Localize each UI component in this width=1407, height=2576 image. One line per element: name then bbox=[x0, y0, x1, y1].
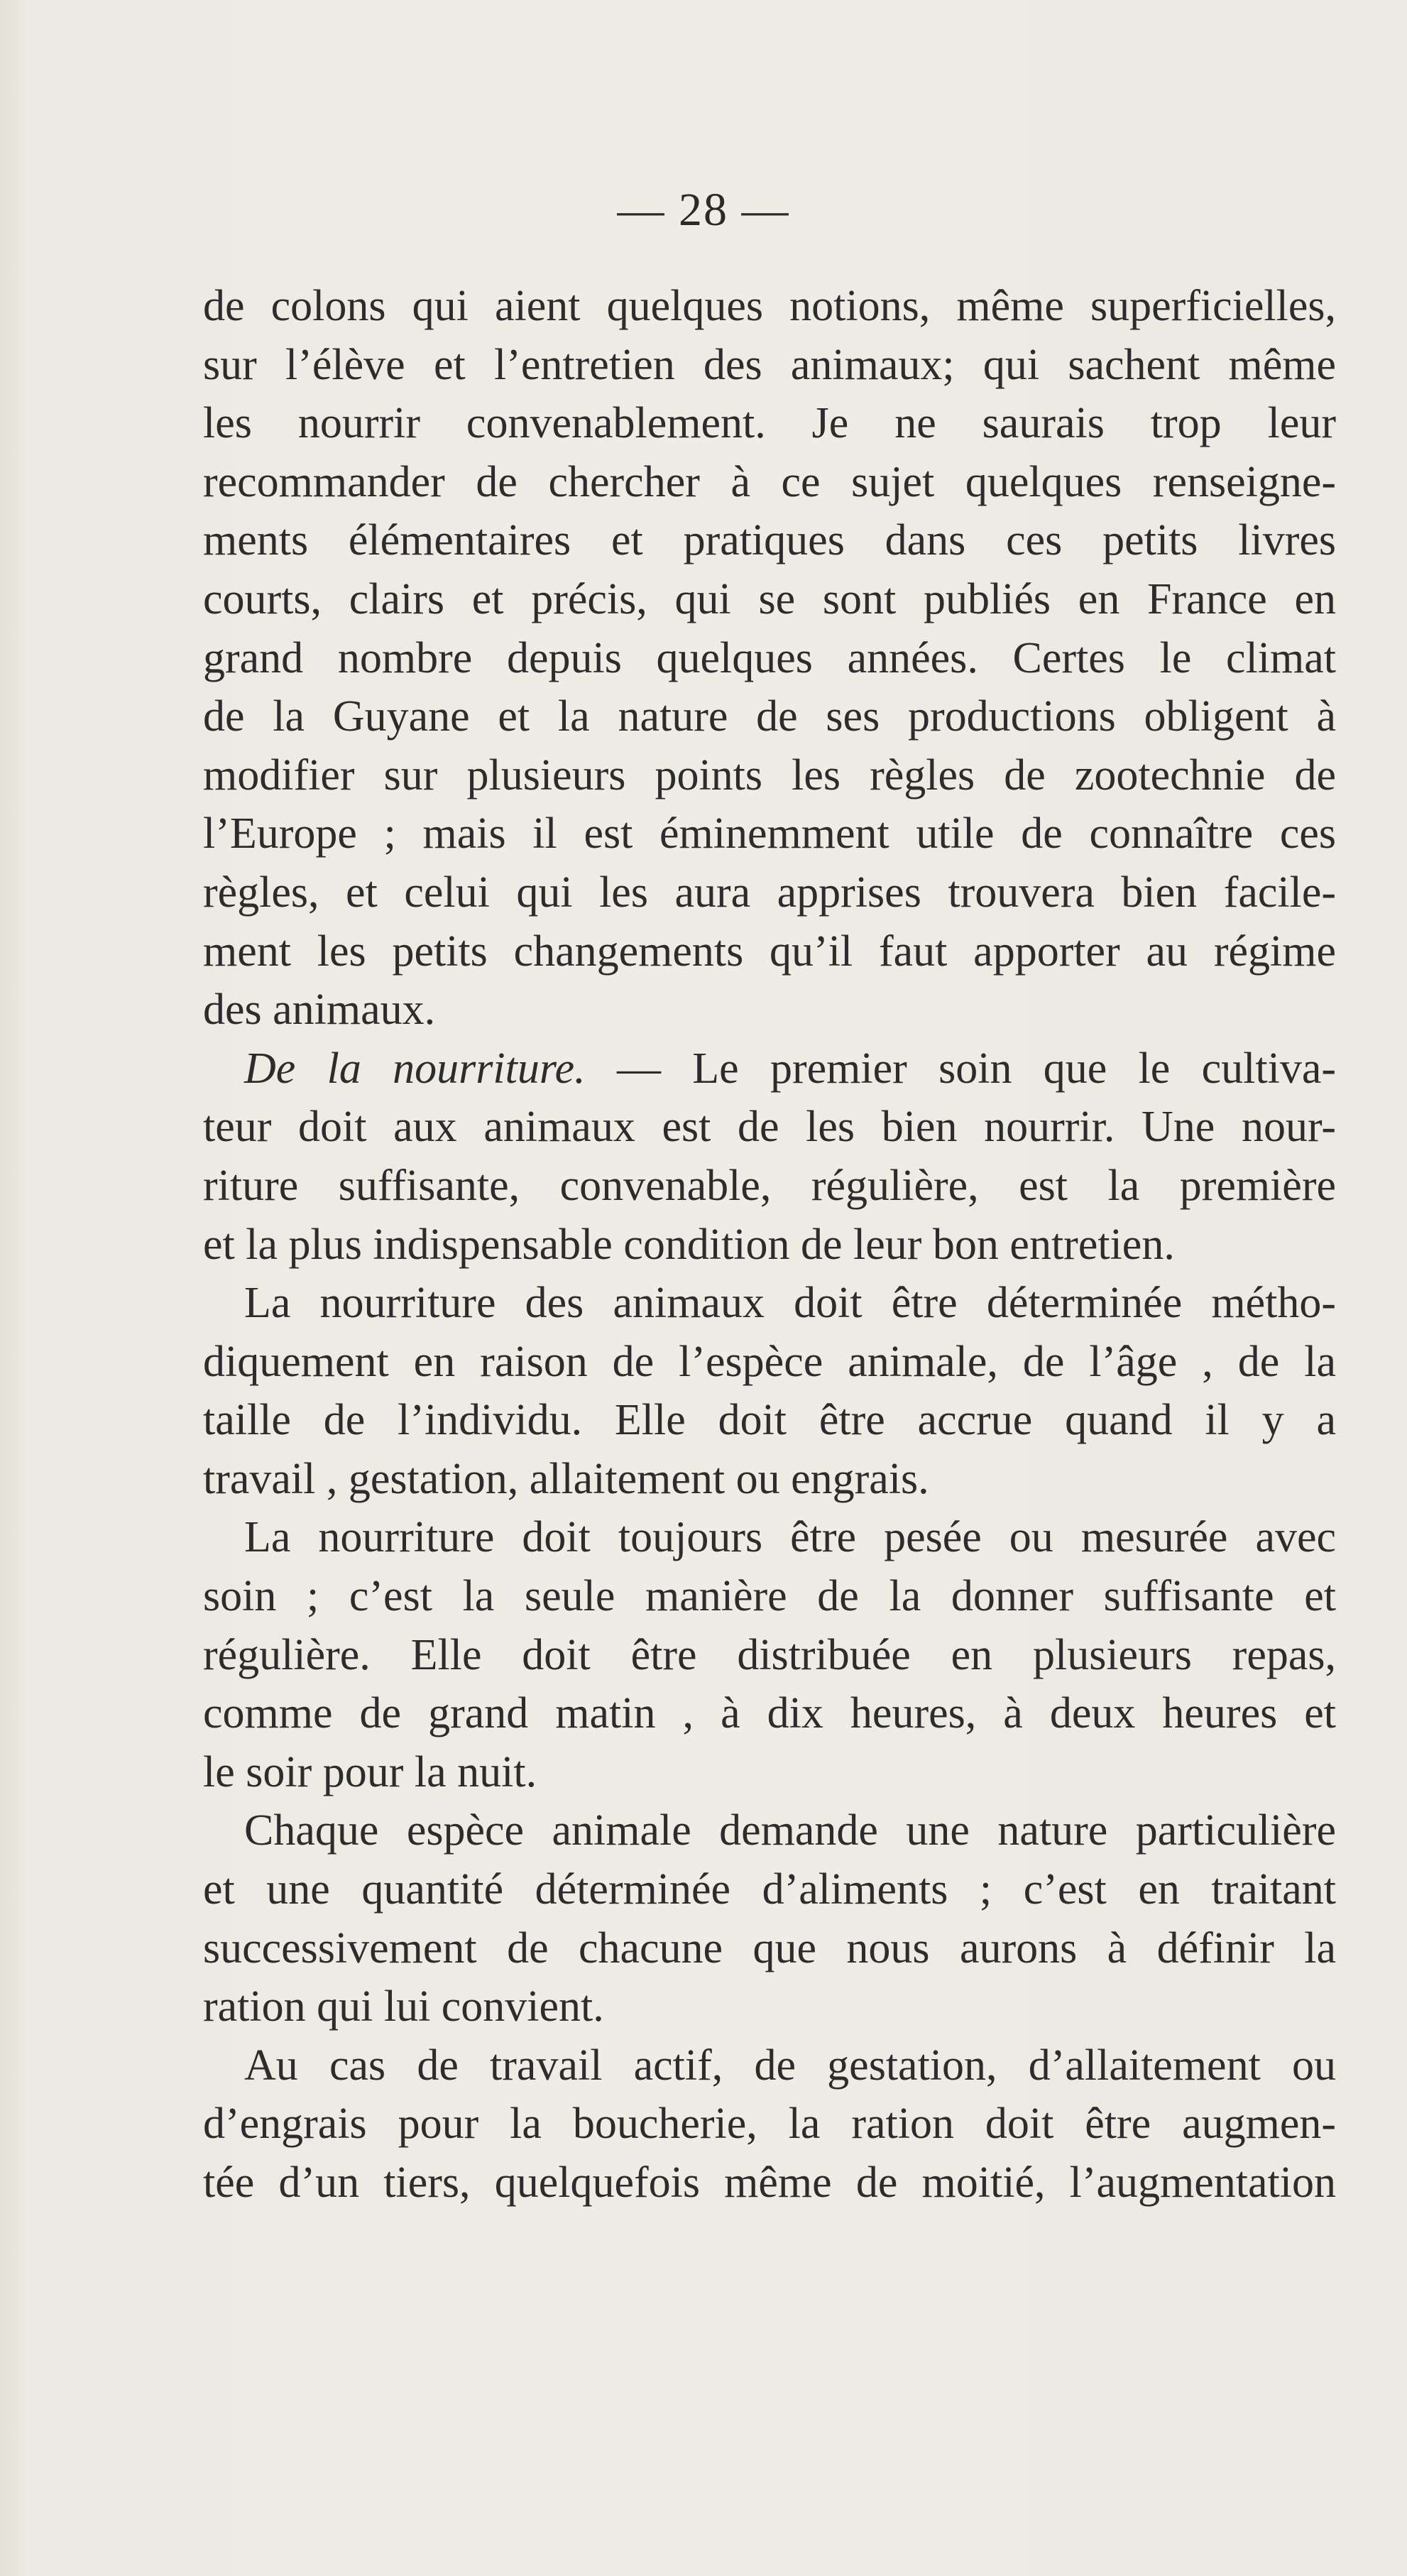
page-number: — 28 — bbox=[617, 184, 790, 236]
text-line: régulière. Elle doit être distribuée en plusieurs repas, bbox=[203, 1630, 1336, 1679]
text-line: Au cas de travail actif, de gestation, d’allaitement ou bbox=[244, 2041, 1336, 2090]
text-line: La nourriture doit toujours être pesée ou mesurée avec bbox=[244, 1513, 1336, 1562]
text-line: et la plus indispensable condition de leur bon entretien. bbox=[203, 1220, 1175, 1269]
text-line: des animaux. bbox=[203, 986, 436, 1035]
body-text bbox=[203, 277, 1336, 2212]
text-line-rest: — Le premier soin que le cultiva- bbox=[585, 1044, 1336, 1093]
text-line: taille de l’individu. Elle doit être accrue quand il y a bbox=[203, 1396, 1336, 1445]
text-line: comme de grand matin , à dix heures, à deux heures et bbox=[203, 1689, 1336, 1738]
text-line: le soir pour la nuit. bbox=[203, 1747, 537, 1796]
text-line: diquement en raison de l’espèce animale, de l’âge , de la bbox=[203, 1337, 1336, 1386]
text-line: ments élémentaires et pratiques dans ces petits livres bbox=[203, 516, 1336, 565]
text-line: riture suffisante, convenable, régulière, est la première bbox=[203, 1161, 1336, 1210]
text-line: Chaque espèce animale demande une nature particulière bbox=[244, 1806, 1336, 1855]
section-heading: De la nourriture. bbox=[244, 1044, 586, 1093]
text-line: et une quantité déterminée d’aliments ; c’est en traitant bbox=[203, 1865, 1336, 1914]
text-line: de colons qui aient quelques notions, même superficielles, bbox=[203, 282, 1336, 330]
text-line: règles, et celui qui les aura apprises trouvera bien facile- bbox=[203, 868, 1336, 917]
text-line: recommander de chercher à ce sujet quelques renseigne- bbox=[203, 457, 1336, 506]
section-heading-line bbox=[203, 1039, 1336, 1098]
text-line: tée d’un tiers, quelquefois même de moitié, l’augmentation bbox=[203, 2159, 1336, 2207]
text-line: d’engrais pour la boucherie, la ration doit être augmen- bbox=[203, 2100, 1336, 2149]
text-line: de la Guyane et la nature de ses productions obligent à bbox=[203, 692, 1336, 741]
text-line: courts, clairs et précis, qui se sont publiés en France en bbox=[203, 574, 1336, 623]
text-line: travail , gestation, allaitement ou engrais. bbox=[203, 1454, 929, 1503]
text-line: grand nombre depuis quelques années. Certes le climat bbox=[203, 633, 1336, 682]
text-line: ration qui lui convient. bbox=[203, 1982, 604, 2031]
text-line: successivement de chacune que nous aurons à définir la bbox=[203, 1923, 1336, 1972]
text-line: teur doit aux animaux est de les bien nourrir. Une nour- bbox=[203, 1103, 1336, 1152]
text-line: modifier sur plusieurs points les règles de zootechnie de bbox=[203, 751, 1336, 799]
text-line: les nourrir convenablement. Je ne saurais trop leur bbox=[203, 399, 1336, 448]
text-line: soin ; c’est la seule manière de la donner suffisante et bbox=[203, 1572, 1336, 1621]
text-line: La nourriture des animaux doit être déterminée métho- bbox=[244, 1279, 1336, 1328]
text-line: ment les petits changements qu’il faut apporter au régime bbox=[203, 927, 1336, 976]
text-line: sur l’élève et l’entretien des animaux; qui sachent même bbox=[203, 340, 1336, 389]
text-line: l’Europe ; mais il est éminemment utile de connaître ces bbox=[203, 809, 1336, 858]
